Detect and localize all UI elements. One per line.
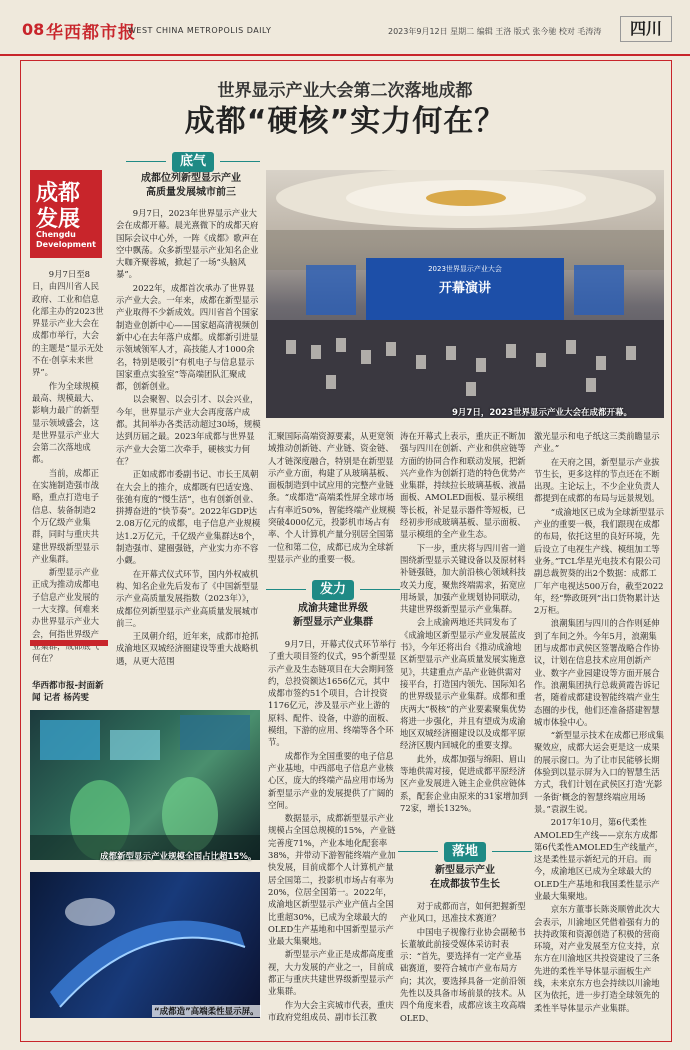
- body-paragraph: 在天府之国，新型显示产业拔节生长，更多这样的节点还在不断出现。主论坛上，不少企业负责人都提到在成都的布局与远景规划。: [534, 456, 660, 504]
- intro-paragraph: 新型显示产业正成为推动成都电子信息产业发展的一大支撑。何难来办世界显示产业大会，何指世界级产 何在？: [32, 567, 100, 664]
- body-paragraph: 王凤朝介绍，近年来，成都市抢抓成渝地区双城经济圈建设等重大战略机遇，从更大范围: [116, 631, 259, 666]
- body-paragraph: “成渝地区已成为全球新型显示产业的重要一极，我们跟现在成都的布局，依托这里的良好环境，先后设立了电视生产线、模组加工等业务。”TCL华星光电技术有限公司副总裁贺葵的出2个数据：成都工厂年产电视达500万台，截至2022年，经“弊政斑列”出口货物累计达2万柜。: [534, 506, 664, 616]
- body-paragraph: 京东方董事长陈炎顺曾此次大会表示，川渝地区凭借着强有力的扶持政策和资源创造了积极的营商环境，对产业发展至方位支持，京东方在川渝地区共投资建设了三条先进的柔性半导体显示面板生产线，未来京东方也会持续以川渝地区为依托，进一步打造全球领先的柔性半导体显示产业集群。: [534, 904, 660, 1013]
- section-subhead: 新型显示产业集群: [293, 617, 373, 628]
- screen-subtitle: 开幕演讲: [438, 281, 491, 296]
- body-paragraph: 中国电子视像行业协会副秘书长董敏此前接受媒体采访时表示：“首先，要选择有一定产业基础赛道，要符合城市产业布局方向；其次，要选择具备一定前沿领先性以及具备市场前景的技术。从四个角度来看，成都应该主攻高端OLED、: [400, 926, 526, 1023]
- body-paragraph: 激光显示和电子纸这三类前瞻显示产业。”: [534, 431, 660, 454]
- body-column-3b: [400, 900, 528, 1038]
- body-paragraph: 下一步，重庆将与四川省一道围绕新型显示关键设备以及原材料补链强链，加大前沿核心领域科技攻关力度，聚焦终端需求，拓宽应用场景，加强产业规划协同联动，共建世界级新型显示产业集群。: [400, 542, 526, 615]
- page-number: 08: [22, 20, 45, 39]
- kicker: 世界显示产业大会第二次落地成都: [217, 81, 473, 101]
- side-title-english: Chengdu Development: [36, 230, 96, 249]
- body-paragraph: 浪潮集团与四川的合作则延伸到了车间之外。今年5月，浪潮集团与成都市武侯区签署战略合作协议，计划在信息技术应用创新产业、数字产业园建设等方面开展合作。浪潮集团执行总裁黄霞告诉记者，随着成都建设智能终端产业生态圈的步伐，他们还准备搭建智慧城市体验中心。: [534, 618, 660, 727]
- body-paragraph: 新型显示产业正是成都高度重视，大力发展的产业之一，目前成都正与重庆共建世界级新型显示产业集群。: [268, 949, 394, 997]
- screen-title: 2023世界显示产业大会: [428, 265, 502, 273]
- newspaper-logo: 华西都市报: [46, 23, 136, 43]
- body-paragraph: 涛在开幕式上表示，重庆正不断加强与四川在创新、产业和供应链等方面的协同合作和联动发展，把新兴产业作为创新打造的特色优势产业集群，持续拉长玻璃基板、液晶面板、AMOLED面板、显示模组等长板，补足显示器件等短板，已经初步形成玻璃基板、显示面板、显示模组的全产业生态。: [400, 431, 526, 540]
- section-label: 四川: [620, 16, 672, 42]
- main-photo-caption: 9月7日，2023世界显示产业大会在成都开幕。: [452, 408, 632, 418]
- side-title-line2: 发展: [36, 207, 81, 232]
- body-paragraph: 会上成渝两地还共同发布了《成渝地区新型显示产业发展蓝皮书》，今年还将出台《推动成渝地区新型显示产业高质量发展实施意见》，共建重点产品产业链供需对接平台，打造国内领先、国际知名的世界级显示产业集群。成都和重庆两大“极核”的产业要素聚集优势将进一步强化，并且有望成为成渝地区双城经济圈建设以及成都平原经济区腹内回城化的重要支撑。: [400, 617, 526, 751]
- body-paragraph: 2017年10月，第6代柔性AMOLED生产线——京东方成都第6代柔性AMOLED生产线量产，这是柔性显示新纪元的开启。而今，成渝地区已成为全球最大的OLED生产基地和我国柔性显示产业最大集聚地。: [534, 817, 663, 901]
- section-badge: 底气: [172, 152, 214, 172]
- intro-paragraph: 作为全球规模最高、规模最大、影响力最广的新型显示领域盛会，这是世界显示产业大会第二次落地成都。: [32, 380, 100, 465]
- headline: 成都“硬核”实力何在？: [184, 104, 506, 139]
- body-paragraph: 正如成都市委副书记、市长王凤朝在大会上的推介，成都既有巴适安逸、张弛有度的“慢生活”，也有创新创业、拼搏奋进的“快节奏”。2022年GDP达2.08万亿元的成都，电子信息产业规模达1.2万亿元，千亿级产业集群达8个，制造强市、建圈强链，产业实力亦不容小觑。: [116, 469, 261, 566]
- body-column-4: [534, 430, 664, 1038]
- section-badge: 落地: [444, 842, 486, 862]
- body-column-2a: [268, 430, 396, 570]
- intro-column: [32, 268, 104, 666]
- body-paragraph: 汇聚国际高端资源要素，从更宽领域推动创新链、产业链、资金链、人才链深度融合，特别是在新型显示产业方面，构建了从玻璃基板、面板制造到中试应用的完整产业链条。“成都造”高端柔性屏全球市场占有率近50%，智能终端产业规模突破4000亿元，投影机市场占有率、个人计算机产量分别居全国第一位和第二位，成都已成为全球新型显示产业的重要一极。: [268, 431, 396, 564]
- side-title-line1: 成都: [36, 181, 81, 206]
- body-paragraph: 在开幕式仪式环节，国内外权威机构、知名企业先后发布了《中国新型显示产业高质量发展指数（2023年）》，成都位列新型显示产业高质量发展城市前三。: [116, 568, 259, 628]
- photo3-caption: “成都造”高端柔性显示屏。: [154, 1007, 259, 1017]
- section-subhead: 新型显示产业: [435, 865, 495, 876]
- body-paragraph: “新型显示技术在成都已形成集聚效应，成都大运会更是这一成果的展示窗口。为了让市民能够长期体验到以显示屏为入口的智慧生活方式，我们计划在武侯区打造‘光影一条街’概念的智慧终端应用场景。”袁淑生说。: [534, 730, 664, 814]
- body-paragraph: 数据显示，成都新型显示产业规模占全国总规模的15%，产业链完善度71%，产业本地化配套率38%，并带动下游智能终端产业加快发展，目前成都个人计算机产量居全国第二，投影机市场占有率为20%，位居全国第一。2022年，成渝地区新型显示产业产值占全国比重超30%，已成为全球最大的OLED生产基地和中国新型显示产业最大集聚地。: [268, 813, 396, 947]
- byline: 华西都市报-封面新闻 记者 杨芮雯: [32, 681, 104, 703]
- body-paragraph: 9月7日，开幕式仪式环节举行了重大项目签约仪式，95个新型显示产业及生态链项目在大会期间签约，总投资额达1656亿元，其中成都市签约51个项目，合计投资1176亿元，涉及显示产业上游的原料、配件、设备，中游的面板、模组，下游的应用、终端等各个环节。: [268, 639, 396, 748]
- body-column-1: [116, 207, 262, 1037]
- intro-paragraph: 当前，成都正在实施制造强市战略，重点打造电子信息、装备制造2个万亿级产业集群，同时与重庆共建世界级新型显示产业集群。: [32, 467, 100, 564]
- body-column-3a: [400, 430, 528, 834]
- section-subhead: 成都位列新型显示产业: [141, 173, 241, 184]
- newspaper-english-name: WEST CHINA METROPOLIS DAILY: [128, 26, 272, 35]
- body-column-2b: [268, 638, 396, 1038]
- body-paragraph: 对于成都而言，如何把握新型产业风口，迅准技术赛道？: [400, 901, 526, 924]
- intro-paragraph: 9月7日至8日，由四川省人民政府、工业和信息化部主办的2023世界显示产业大会在成都市举行，大会的主题是“显示无处不在·创享未来世界”。: [32, 269, 104, 378]
- section-subhead: 在成都拔节生长: [430, 879, 500, 890]
- red-divider: [30, 640, 108, 646]
- section-badge: 发力: [312, 580, 354, 600]
- section-subhead: 高质量发展城市前三: [146, 187, 236, 198]
- photo2-caption: 成都新型显示产业规模全国占比超15%。: [100, 852, 257, 862]
- body-paragraph: 作为大会主宾城市代表，重庆市政府党组成员、副市长江教: [268, 999, 394, 1022]
- body-paragraph: 9月7日，2023年世界显示产业大会在成都开幕。晨光熹微下的成都天府国际会议中心外，一阵《成都》歌声在空中飘荡。众多新型显示产业知名企业大咖齐聚蓉城，掀起了一场“头脑风暴”。: [116, 208, 259, 280]
- body-paragraph: 成都作为全国重要的电子信息产业基地，中西部电子信息产业核心区，庞大的终端产品应用市场为新型显示产业的发展提供了广阔的空间。: [268, 750, 394, 810]
- dateline: 2023年9月12日 星期二 编辑 王洛 版式 张今驰 校对 毛涛涛: [388, 27, 602, 36]
- body-paragraph: 2022年，成都首次承办了世界显示产业大会。一年来，成都在新型显示产业取得不少新成效。四川省首个国家制造业创新中心——国家超高清视频创新中心在去年落户成都。成都新引进显示领域领军人才，高技能人才1000余名，特别是吸引“有机电子与信息显示国家重点实验室”等高端团队汇聚成都，创新创业。: [116, 282, 259, 392]
- body-paragraph: 此外，成都加强与绵阳、眉山等地供需对接，促进成都平原经济区产业发展进入链主企业供应链体系，配套企业由原来的31家增加到72家，增长132%。: [400, 753, 528, 813]
- section-subhead: 成渝共建世界级: [298, 603, 368, 614]
- body-paragraph: 以会聚智、以会引才、以会兴业，今年，世界显示产业大会再度落户成都。其间举办各类活动超过30场，规模达到历届之最。2023年成都与世界显示产业大会第二次牵手，硬核实力何在？: [116, 394, 261, 466]
